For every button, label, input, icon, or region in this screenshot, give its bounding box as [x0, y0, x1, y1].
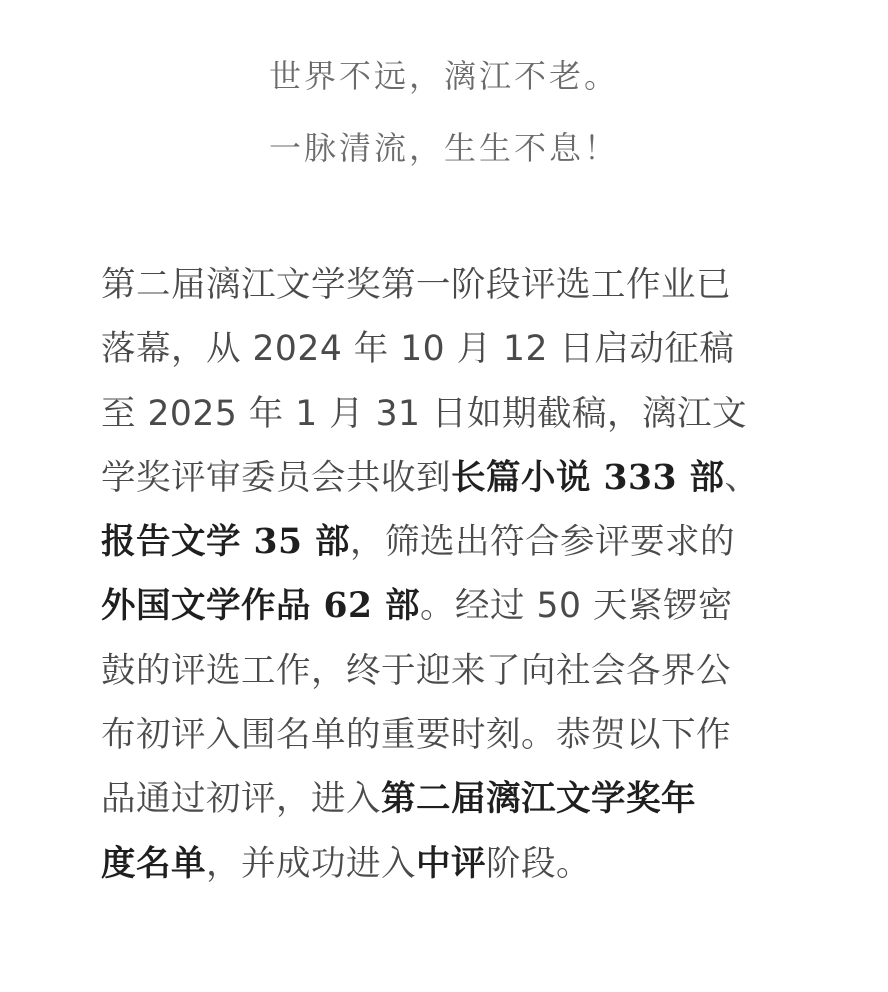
paragraph-line	[101, 832, 791, 896]
paragraph-line	[101, 767, 791, 831]
text-run: 、	[724, 457, 760, 498]
emphasis-novel-count: 长篇小说 333 部	[451, 457, 725, 498]
motto-line-2: 一脉清流，生生不息！	[268, 129, 619, 167]
paragraph-line	[101, 446, 791, 510]
text-run: 布初评入围名单的重要时刻。恭贺以下作	[101, 715, 731, 756]
text-run: 鼓的评选工作，终于迎来了向社会各界公	[101, 650, 731, 691]
paragraph-line	[101, 317, 791, 381]
paragraph-line	[101, 510, 791, 574]
emphasis-award-list: 第二届漓江文学奖年	[381, 779, 696, 820]
paragraph-line	[101, 574, 791, 638]
text-run: 落幕，从 2024 年 10 月 12 日启动征稿	[101, 329, 735, 370]
paragraph-line	[101, 382, 791, 446]
text-run: 。经过 50 天紧锣密	[420, 586, 733, 627]
emphasis-award-list-cont: 度名单	[101, 843, 206, 884]
text-run: 至 2025 年 1 月 31 日如期截稿，漓江文	[101, 393, 747, 434]
motto-line-1: 世界不远，漓江不老。	[268, 57, 619, 95]
emphasis-mid-review: 中评	[416, 843, 486, 884]
text-run: ，并成功进入	[206, 843, 416, 884]
text-run: 第二届漓江文学奖第一阶段评选工作业已	[101, 265, 731, 305]
text-run: 阶段。	[486, 843, 591, 884]
text-run: ，筛选出符合参评要求的	[350, 522, 736, 563]
text-run: 品通过初评，进入	[101, 779, 381, 820]
emphasis-foreign-works-count: 外国文学作品 62 部	[101, 586, 421, 627]
announcement-paragraph	[101, 253, 791, 896]
paragraph-line	[101, 253, 791, 317]
emphasis-reportage-count: 报告文学 35 部	[101, 522, 351, 563]
paragraph-line	[101, 639, 791, 703]
text-run: 学奖评审委员会共收到	[101, 457, 451, 498]
paragraph-line	[101, 703, 791, 767]
